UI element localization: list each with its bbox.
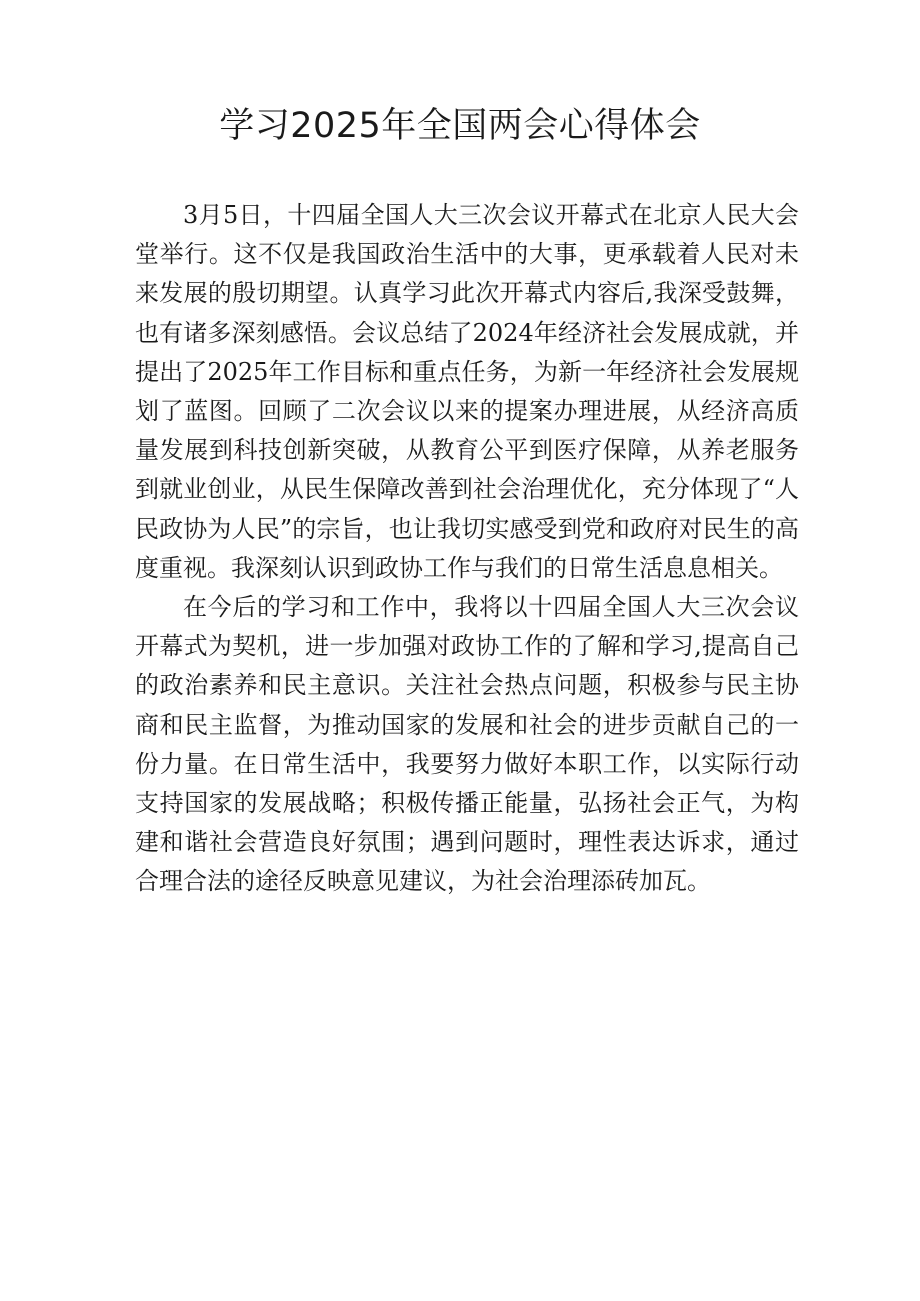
paragraph-1: 3月5日，十四届全国人大三次会议开幕式在北京人民大会堂举行。这不仅是我国政治生活中的大事，更承载着人民对未来发展的殷切期望。认真学习此次开幕式内容后,我深受鼓舞，也有诸多深刻感悟。会议总结了2024年经济社会发展成就，并提出了2025年工作目标和重点任务，为新一年经济社会发展规划了蓝图。回顾了二次会议以来的提案办理进展，从经济高质量发展到科技创新突破，从教育公平到医疗保障，从养老服务到就业创业，从民生保障改善到社会治理优化，充分体现了“人民政协为人民”的宗旨，也让我切实感受到党和政府对民生的高度重视。我深刻认识到政协工作与我们的日常生活息息相关。 (135, 201, 799, 582)
paragraph-2: 在今后的学习和工作中，我将以十四届全国人大三次会议开幕式为契机，进一步加强对政协工作的了解和学习,提高自己的政治素养和民主意识。关注社会热点问题，积极参与民主协商和民主监督，为推动国家的发展和社会的进步贡献自己的一份力量。在日常生活中，我要努力做好本职工作，以实际行动支持国家的发展战略；积极传播正能量，弘扬社会正气，为构建和谐社会营造良好氛围；遇到问题时，理性表达诉求，通过合理合法的途径反映意见建议，为社会治理添砖加瓦。 (135, 593, 799, 896)
document-body (135, 196, 799, 902)
document-title: 学习2025年全国两会心得体会 (219, 106, 701, 146)
